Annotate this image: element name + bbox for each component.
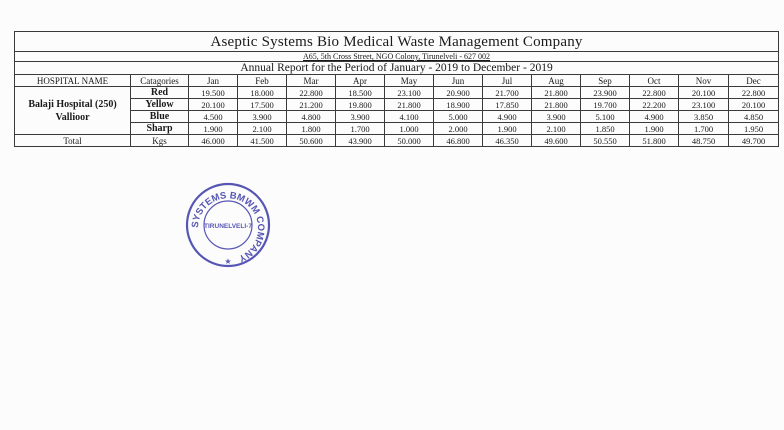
value-cell: 4.850 [729,111,779,123]
header-month: Dec [729,75,779,87]
total-row [15,135,779,147]
value-cell: 21.800 [532,87,581,99]
value-cell: 4.500 [189,111,238,123]
value-cell: 1.000 [385,123,434,135]
value-cell: 1.900 [189,123,238,135]
value-cell: 1.900 [630,123,679,135]
header-month: Jan [189,75,238,87]
value-cell: 17.500 [238,99,287,111]
value-cell: 22.800 [729,87,779,99]
value-cell: 3.900 [238,111,287,123]
header-month: Oct [630,75,679,87]
value-cell: 5.000 [434,111,483,123]
total-value: 46.800 [434,135,483,147]
value-cell: 21.700 [483,87,532,99]
header-month: Nov [679,75,729,87]
report-period-title: Annual Report for the Period of January - 2019 to December - 2019 [15,62,779,75]
value-cell: 17.850 [483,99,532,111]
value-cell: 4.100 [385,111,434,123]
total-value: 49.700 [729,135,779,147]
value-cell: 18.500 [336,87,385,99]
value-cell: 23.100 [385,87,434,99]
value-cell: 19.700 [581,99,630,111]
category-cell: Blue [131,111,189,123]
header-month: Feb [238,75,287,87]
value-cell: 23.900 [581,87,630,99]
total-label: Total [15,135,131,147]
value-cell: 1.950 [729,123,779,135]
value-cell: 2.100 [532,123,581,135]
value-cell: 21.800 [385,99,434,111]
total-value: 50.000 [385,135,434,147]
company-name: Aseptic Systems Bio Medical Waste Management Company [15,32,779,52]
annual-report-table [14,31,779,147]
value-cell: 18.900 [434,99,483,111]
value-cell: 19.500 [189,87,238,99]
category-cell: Yellow [131,99,189,111]
category-cell: Sharp [131,123,189,135]
header-month: Mar [287,75,336,87]
value-cell: 4.800 [287,111,336,123]
header-month: Apr [336,75,385,87]
value-cell: 4.900 [630,111,679,123]
header-month: Aug [532,75,581,87]
value-cell: 1.800 [287,123,336,135]
value-cell: 1.700 [336,123,385,135]
value-cell: 21.800 [532,99,581,111]
value-cell: 4.900 [483,111,532,123]
total-value: 50.600 [287,135,336,147]
value-cell: 3.850 [679,111,729,123]
hospital-name [15,87,131,135]
value-cell: 20.100 [729,99,779,111]
header-categories: Catagories [131,75,189,87]
value-cell: 1.900 [483,123,532,135]
company-address: A65, 5th Cross Street, NGO Colony, Tirunelveli - 627 002 [15,52,779,62]
value-cell: 5.100 [581,111,630,123]
value-cell: 22.200 [630,99,679,111]
value-cell: 20.100 [189,99,238,111]
value-cell: 3.900 [336,111,385,123]
header-month: Jul [483,75,532,87]
category-cell: Red [131,87,189,99]
total-value: 48.750 [679,135,729,147]
total-value: 43.900 [336,135,385,147]
table-row [15,87,779,99]
value-cell: 22.800 [287,87,336,99]
value-cell: 20.900 [434,87,483,99]
seal-star-icon: ★ [224,257,232,266]
header-month: Jun [434,75,483,87]
value-cell: 19.800 [336,99,385,111]
seal-inner-text: TIRUNELVELI-7 [204,223,252,230]
total-value: 46.350 [483,135,532,147]
report-sheet [14,31,778,147]
value-cell: 3.900 [532,111,581,123]
value-cell: 23.100 [679,99,729,111]
seal-outer-text: SYSTEMS BMWM COMPANY [189,190,267,264]
value-cell: 2.000 [434,123,483,135]
header-hospital-name: HOSPITAL NAME [15,75,131,87]
header-row [15,75,779,87]
total-value: 49.600 [532,135,581,147]
hospital-name-line1: Balaji Hospital (250) [28,98,117,110]
value-cell: 20.100 [679,87,729,99]
total-value: 51.800 [630,135,679,147]
total-value: 46.000 [189,135,238,147]
value-cell: 1.850 [581,123,630,135]
value-cell: 21.200 [287,99,336,111]
value-cell: 2.100 [238,123,287,135]
value-cell: 18.000 [238,87,287,99]
header-month: May [385,75,434,87]
total-value: 50.550 [581,135,630,147]
hospital-name-line2: Vallioor [55,111,90,123]
header-month: Sep [581,75,630,87]
company-seal-stamp [176,180,280,270]
value-cell: 1.700 [679,123,729,135]
value-cell: 22.800 [630,87,679,99]
total-unit: Kgs [131,135,189,147]
total-value: 41.500 [238,135,287,147]
